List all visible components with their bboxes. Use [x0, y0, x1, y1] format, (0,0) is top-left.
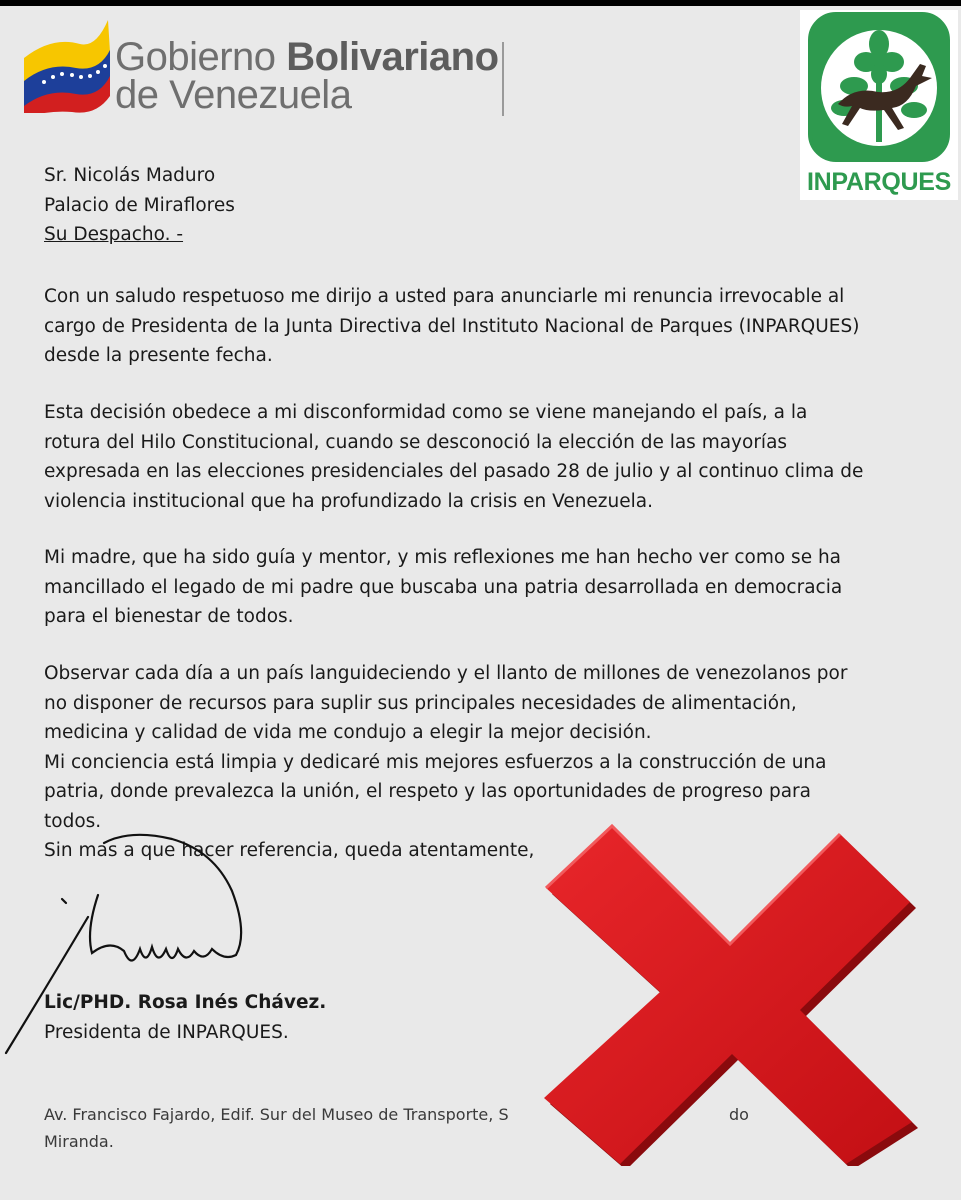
paragraph-line: rotura del Hilo Constitucional, cuando se desconoció la elección de las mayorías	[44, 431, 788, 453]
paragraph-line: no disponer de recursos para suplir sus principales necesidades de alimentación,	[44, 692, 797, 714]
paragraph-line: Esta decisión obedece a mi disconformidad como se viene manejando el país, a la	[44, 402, 808, 423]
signer-name: Lic/PHD. Rosa Inés Chávez.	[44, 992, 327, 1013]
paragraph-line: Mi madre, que ha sido guía y mentor, y mis reflexiones me han hecho ver como se ha	[44, 547, 842, 568]
footer-line-1: Av. Francisco Fajardo, Edif. Sur del Museo de Transporte, S	[44, 1105, 509, 1124]
gov-logo-word1: Gobierno	[115, 35, 276, 79]
paragraph-1	[44, 282, 941, 371]
paragraph-3	[44, 543, 941, 632]
addressee-name: Sr. Nicolás Maduro	[44, 165, 216, 186]
deer-tree-icon	[808, 12, 950, 162]
paragraph-line: violencia institucional que ha profundizado la crisis en Venezuela.	[44, 490, 653, 512]
paragraph-line: expresada en las elecciones presidenciales del pasado 28 de julio y al continuo clima de	[44, 461, 864, 482]
paragraph-2	[44, 398, 941, 516]
red-cross-mark-icon	[540, 816, 920, 1166]
paragraph-line: cargo de Presidenta de la Junta Directiva del Instituto Nacional de Parques (INPARQUES)	[44, 315, 860, 337]
footer-line-2: Miranda.	[44, 1132, 114, 1151]
paragraph-line: mancillado el legado de mi padre que buscaba una patria desarrollada en democracia	[44, 576, 843, 598]
paragraph-line: para el bienestar de todos.	[44, 606, 294, 627]
gov-logo-word2: Bolivariano	[286, 35, 499, 79]
letter-page	[0, 6, 961, 1200]
closing-line: Sin mas a que hacer referencia, queda atentamente,	[44, 840, 535, 861]
addressee-block	[44, 161, 941, 250]
addressee-office: Su Despacho. -	[44, 224, 184, 245]
gov-logo-line2: de Venezuela	[115, 73, 352, 117]
paragraph-line: Mi conciencia está limpia y dedicaré mis mejores esfuerzos a la construcción de una	[44, 751, 827, 773]
paragraph-line: Con un saludo respetuoso me dirijo a usted para anunciarle mi renuncia irrevocable al	[44, 286, 845, 307]
signer-title: Presidenta de INPARQUES.	[44, 1021, 289, 1043]
footer-line-1-tail: do	[728, 1105, 749, 1124]
inparques-logo-text: INPARQUES	[806, 168, 952, 196]
paragraph-line: todos.	[44, 810, 102, 832]
logo-divider	[502, 42, 504, 116]
gobierno-bolivariano-logo	[22, 18, 512, 118]
paragraph-line: desde la presente fecha.	[44, 345, 273, 366]
addressee-place: Palacio de Miraflores	[44, 194, 235, 216]
venezuela-flag-icon	[22, 18, 114, 113]
paragraph-line: patria, donde prevalezca la unión, el respeto y las oportunidades de progreso para	[44, 781, 811, 802]
paragraph-line: Observar cada día a un país languideciendo y el llanto de millones de venezolanos por	[44, 663, 848, 684]
paragraph-line: medicina y calidad de vida me condujo a elegir la mejor decisión.	[44, 722, 652, 743]
